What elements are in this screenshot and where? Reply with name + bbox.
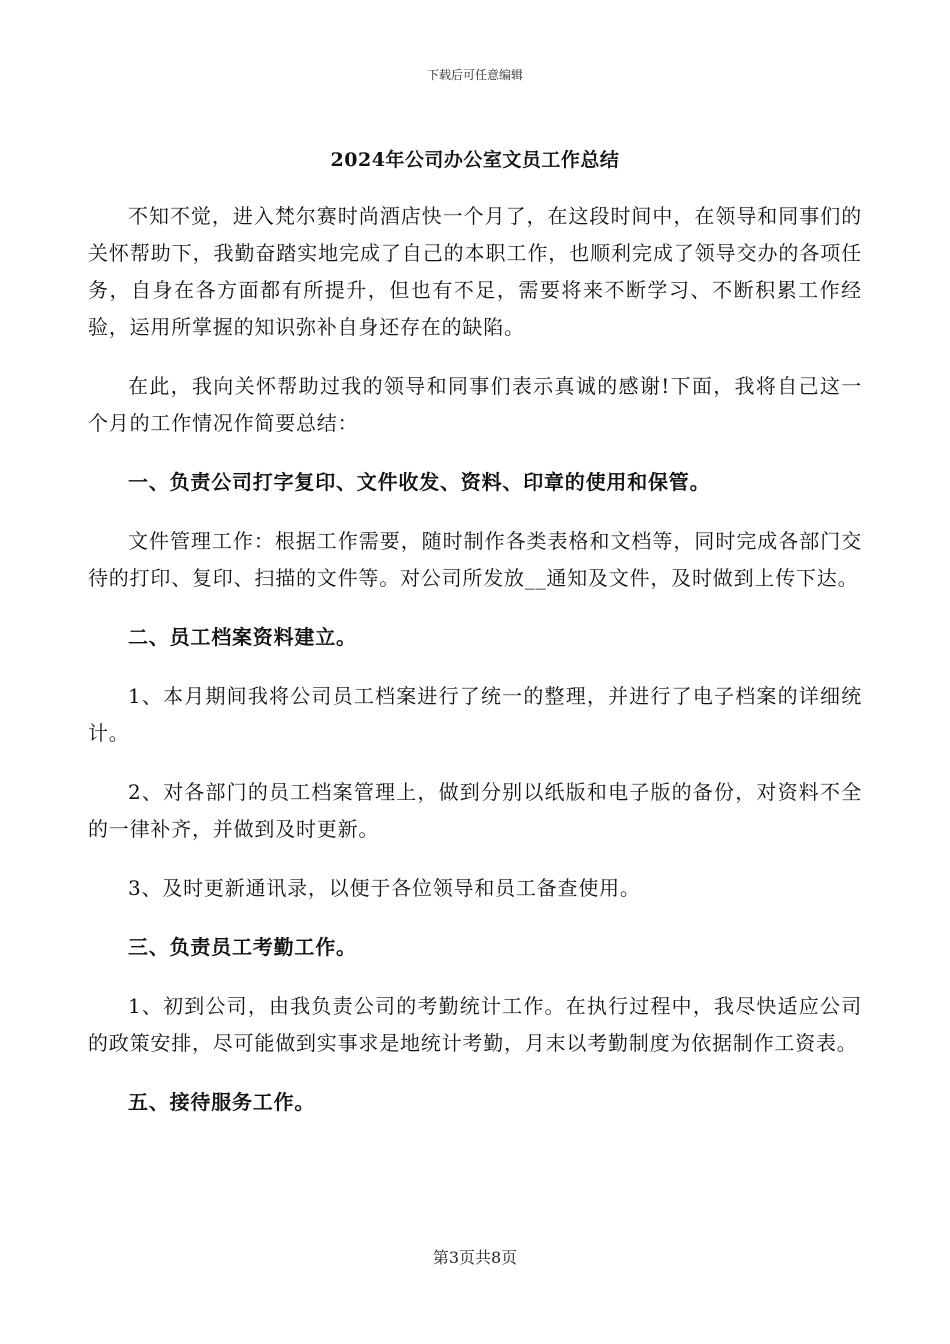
section-heading-2: 二、员工档案资料建立。 [128, 625, 357, 649]
paragraph-archive-2: 2、对各部门的员工档案管理上，做到分别以纸版和电子版的备份，对资料不全的一律补齐，并做到及时更新。 [88, 780, 862, 841]
section-heading-5: 五、接待服务工作。 [128, 1090, 316, 1114]
paragraph-intro: 不知不觉，进入梵尔赛时尚酒店快一个月了，在这段时间中，在领导和同事们的关怀帮助下，我勤奋踏实地完成了自己的本职工作，也顺利完成了领导交办的各项任务，自身在各方面都有所提升，但也有不足，需要将来不断学习、不断积累工作经验，运用所掌握的知识弥补自身还存在的缺陷。 [88, 204, 862, 339]
header-note: 下载后可任意编辑 [426, 68, 523, 82]
page-number: 第3页共8页 [432, 1248, 518, 1267]
paragraph-thanks: 在此，我向关怀帮助过我的领导和同事们表示真诚的感谢!下面，我将自己这一个月的工作情况作简要总结： [88, 374, 862, 435]
paragraph-archive-1: 1、本月期间我将公司员工档案进行了统一的整理，并进行了电子档案的详细统计。 [88, 684, 862, 745]
paragraph-attendance-1: 1、初到公司，由我负责公司的考勤统计工作。在执行过程中，我尽快适应公司的政策安排，尽可能做到实事求是地统计考勤，月末以考勤制度为依据制作工资表。 [88, 994, 862, 1055]
paragraph-archive-3: 3、及时更新通讯录，以便于各位领导和员工备查使用。 [128, 876, 641, 900]
document-body [88, 198, 862, 1121]
section-heading-3: 三、负责员工考勤工作。 [128, 935, 357, 959]
document-title: 2024年公司办公室文员工作总结 [330, 149, 620, 171]
paragraph-file-management: 文件管理工作：根据工作需要，随时制作各类表格和文档等，同时完成各部门交待的打印、复印、扫描的文件等。对公司所发放__通知及文件，及时做到上传下达。 [88, 529, 862, 590]
section-heading-1: 一、负责公司打字复印、文件收发、资料、印章的使用和保管。 [128, 470, 711, 494]
